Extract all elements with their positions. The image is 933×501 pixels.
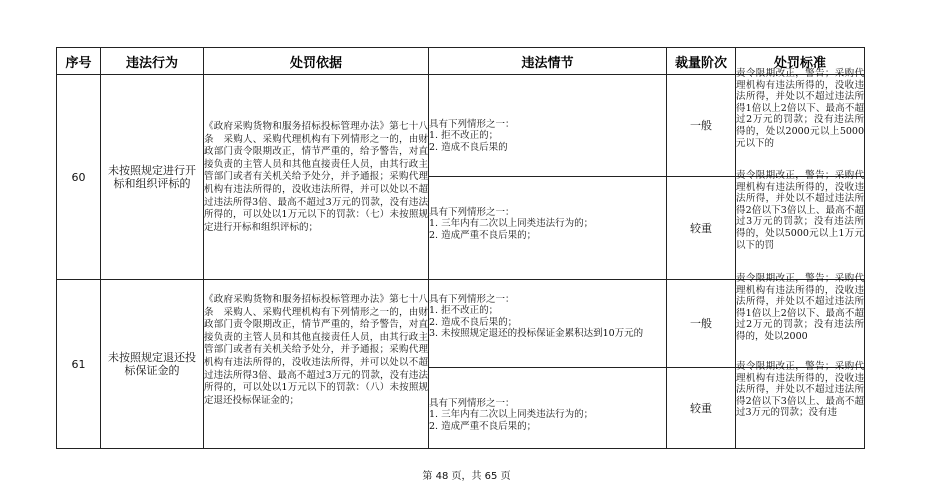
circumstance-line: 2. 造成不良后果的； <box>429 316 518 328</box>
standard-cell <box>736 361 865 449</box>
circumstance-cell <box>429 280 667 368</box>
header-basis: 处罚依据 <box>204 48 429 75</box>
row-number: 61 <box>57 280 101 449</box>
circumstance-cell <box>429 75 667 177</box>
circumstance-line: 具有下列情形之一： <box>429 294 515 305</box>
basis-text: 《政府采购货物和服务招标投标管理办法》第七十八条 采购人、采购代理机构有下列情形之一的，由财政部门责令限期改正，情节严重的，给予警告，对直接负责的主管人员和其他直接责任人员，由其行政主管部门或者有关机关给予处分，并予通报；采购代理机构有违法所得的，没收违法所得，并可以处以不超过违法所得3倍、最高不超过3万元的罚款，没有违法所得的，可以处以1万元以下的罚款：（七）未按照规定进行开标和组织评标的； <box>204 121 428 233</box>
standard-text: 责令限期改正，警告；采购代理机构有违法所得的，没收违法所得，并处以不超过违法所得2倍以下3倍以上、最高不超过3万元的罚款；没有违 <box>736 361 864 419</box>
circumstance-line: 1. 三年内有二次以上同类违法行为的； <box>429 218 594 230</box>
table-row <box>57 280 865 368</box>
standard-cell <box>736 68 865 177</box>
level-cell: 一般 <box>667 75 736 177</box>
circumstance-line: 2. 造成严重不良后果的； <box>429 229 537 241</box>
level-cell: 一般 <box>667 280 736 368</box>
header-circumstance: 违法情节 <box>429 48 667 75</box>
circumstance-line: 1. 拒不改正的； <box>429 305 499 317</box>
header-level: 裁量阶次 <box>667 48 736 75</box>
circumstance-line: 具有下列情形之一： <box>429 119 515 130</box>
level-cell: 较重 <box>667 368 736 449</box>
circumstance-cell <box>429 177 667 280</box>
standard-text: 责令限期改正，警告；采购代理机构有违法所得的，没收违法所得，并处以不超过违法所得1倍以上2倍以下、最高不超过2万元的罚款；没有违法所得的，处以2000 <box>736 273 864 342</box>
basis-cell <box>204 75 429 280</box>
basis-text: 《政府采购货物和服务招标投标管理办法》第七十八条 采购人、采购代理机构有下列情形之一的，由财政部门责令限期改正，情节严重的，给予警告，对直接负责的主管人员和其他直接责任人员，由其行政主管部门或者有关机关给予处分，并予通报；采购代理机构有违法所得的，没收违法所得，并可以处以不超过违法所得3倍、最高不超过3万元的罚款，没有违法所得的，可以处以1万元以下的罚款：（八）未按照规定退还投标保证金的； <box>204 294 428 406</box>
violation-cell: 未按照规定退还投标保证金的 <box>101 280 204 449</box>
standard-cell <box>736 273 865 368</box>
circumstance-line: 3. 未按照规定退还的投标保证金累积达到10万元的 <box>429 328 644 340</box>
level-cell: 较重 <box>667 177 736 280</box>
header-standard: 处罚标准 <box>736 48 865 75</box>
circumstance-line: 1. 三年内有二次以上同类违法行为的； <box>429 409 594 421</box>
page-number: 第 48 页，共 65 页 <box>422 471 511 482</box>
circumstance-line: 2. 造成不良后果的 <box>429 141 508 153</box>
row-number: 60 <box>57 75 101 280</box>
table-row <box>57 75 865 177</box>
circumstance-line: 1. 拒不改正的； <box>429 130 499 142</box>
circumstance-line: 具有下列情形之一： <box>429 207 515 218</box>
header-violation: 违法行为 <box>101 48 204 75</box>
violation-cell: 未按照规定进行开标和组织评标的 <box>101 75 204 280</box>
standard-text: 责令限期改正，警告；采购代理机构有违法所得的，没收违法所得，并处以不超过违法所得1倍以上2倍以下、最高不超过2万元的罚款；没有违法所得的，处以2000元以上5000元以下的 <box>736 68 864 149</box>
basis-cell <box>204 280 429 449</box>
circumstance-line: 2. 造成严重不良后果的； <box>429 420 537 432</box>
circumstance-line: 具有下列情形之一： <box>429 398 515 409</box>
standard-cell <box>736 170 865 280</box>
penalty-table <box>56 47 865 449</box>
standard-text: 责令限期改正，警告；采购代理机构有违法所得的，没收违法所得，并处以不超过违法所得2倍以下3倍以上、最高不超过3万元的罚款；没有违法所得的，处以5000元以上1万元以下的罚 <box>736 170 864 251</box>
circumstance-cell <box>429 368 667 449</box>
header-number: 序号 <box>57 48 101 75</box>
